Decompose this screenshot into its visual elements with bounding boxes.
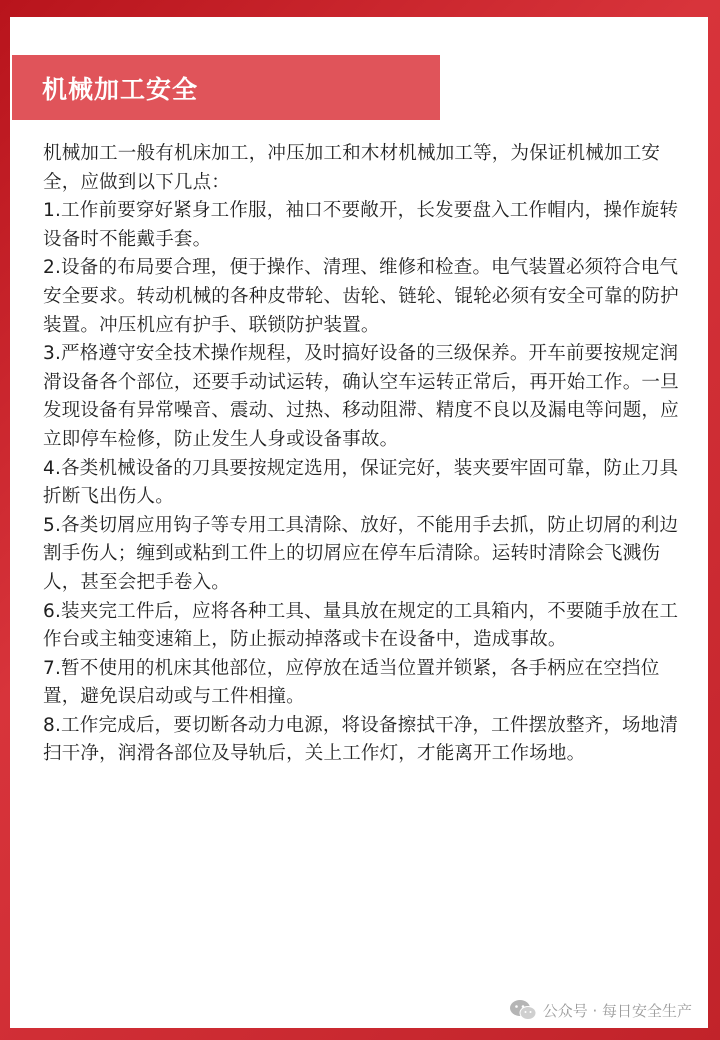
rule-paragraph-3: 3.严格遵守安全技术操作规程，及时搞好设备的三级保养。开车前要按规定润滑设备各个部位，还要手动试运转，确认空车运转正常后，再开始工作。一旦发现设备有异常噪音、震动、过热、移动阻滞、精度不良以及漏电等问题，应立即停车检修，防止发生人身或设备事故。 — [43, 343, 679, 450]
rule-paragraph-7: 7.暂不使用的机床其他部位，应停放在适当位置并锁紧，各手柄应在空挡位置，避免误启动或与工件相撞。 — [43, 657, 660, 708]
rule-paragraph-4: 4.各类机械设备的刀具要按规定选用，保证完好，装夹要牢固可靠，防止刀具折断飞出伤人。 — [43, 457, 679, 508]
intro-paragraph: 机械加工一般有机床加工，冲压加工和木材机械加工等，为保证机械加工安全，应做到以下几点： — [43, 143, 661, 193]
rule-paragraph-8: 8.工作完成后，要切断各动力电源，将设备擦拭干净，工件摆放整齐，场地清扫干净，润滑各部位及导轨后，关上工作灯，才能离开工作场地。 — [43, 714, 679, 765]
title-banner — [12, 55, 440, 120]
rule-paragraph-5: 5.各类切屑应用钩子等专用工具清除、放好，不能用手去抓，防止切屑的利边割手伤人；缠到或粘到工件上的切屑应在停车后清除。运转时清除会飞溅伤人，甚至会把手卷入。 — [43, 514, 679, 593]
article-body — [43, 140, 685, 769]
rule-paragraph-6: 6.装夹完工件后，应将各种工具、量具放在规定的工具箱内，不要随手放在工作台或主轴变速箱上，防止振动掉落或卡在设备中，造成事故。 — [43, 600, 679, 651]
watermark — [509, 998, 692, 1022]
page-title: 机械加工安全 — [42, 74, 199, 104]
watermark-text: 公众号 · 每日安全生产 — [542, 1001, 692, 1020]
rule-paragraph-1: 1.工作前要穿好紧身工作服，袖口不要敞开，长发要盘入工作帽内，操作旋转设备时不能戴手套。 — [43, 200, 679, 250]
rule-paragraph-2: 2.设备的布局要合理，便于操作、清理、维修和检查。电气装置必须符合电气安全要求。转动机械的各种皮带轮、齿轮、链轮、锟轮必须有安全可靠的防护装置。冲压机应有护手、联锁防护装置。 — [43, 257, 679, 336]
wechat-icon — [509, 999, 537, 1021]
